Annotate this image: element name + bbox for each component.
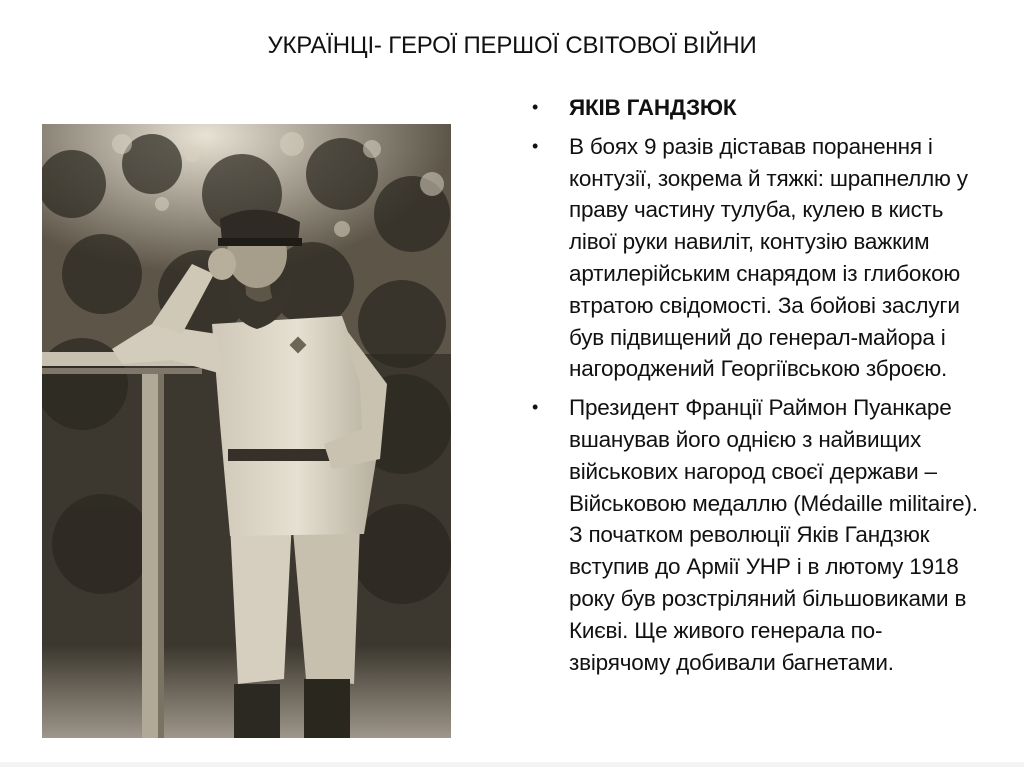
bullet-text: ЯКІВ ГАНДЗЮК [569, 95, 737, 120]
slide-title: УКРАЇНЦІ- ГЕРОЇ ПЕРШОЇ СВІТОВОЇ ВІЙНИ [267, 32, 757, 59]
portrait-photo [42, 124, 451, 738]
bullet-text: Президент Франції Раймон Пуанкаре вшанував його однією з найвищих військових нагород своєї держави – Військовою медаллю (Médaille militaire). З початком революції Яків Гандзюк вступив до Армії УНР і в лютому 1918 року був розстріляний більшовиками в Києві. Ще живого генерала по-звірячому добивали багнетами. [569, 395, 978, 675]
bullet-marker: • [532, 97, 539, 117]
bullet-list [530, 92, 980, 685]
bullet-item-wounds [530, 131, 980, 385]
bullet-item-honors [530, 392, 980, 678]
portrait-image [42, 124, 451, 738]
bullet-marker: • [532, 397, 539, 418]
slide-bottom-edge [0, 762, 1024, 767]
bullet-marker: • [532, 135, 539, 156]
bullet-item-name [530, 92, 980, 124]
bullet-text: В боях 9 разів діставав поранення і контузії, зокрема й тяжкі: шрапнеллю у праву частину тулуба, кулею в кисть лівої руки навиліт, контузію важким артилерійським снарядом із глибокою втратою свідомості. За бойові заслуги був підвищений до генерал-майора і нагороджений Георгіївською зброєю. [569, 133, 968, 382]
